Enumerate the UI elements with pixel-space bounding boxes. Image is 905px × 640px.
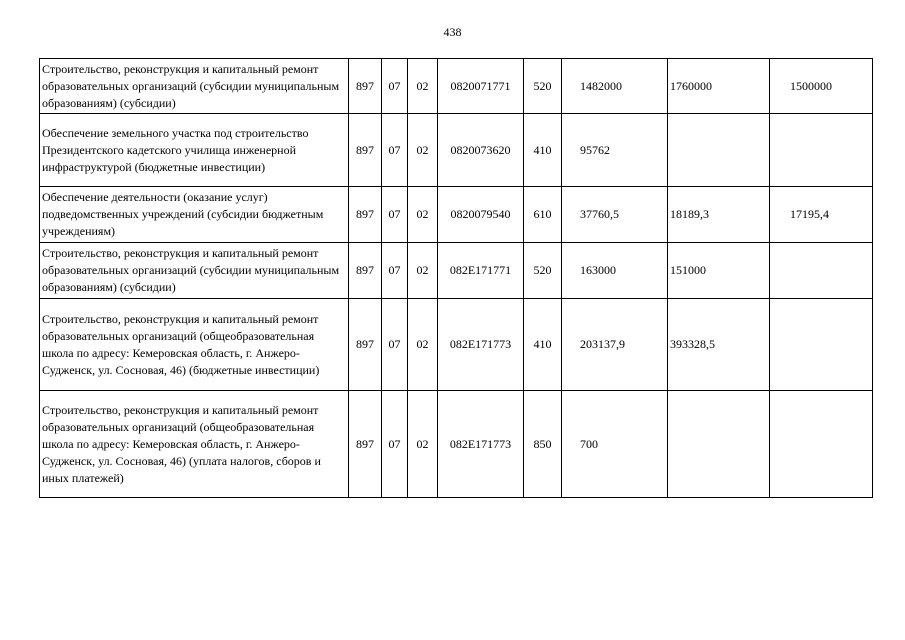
cell-target-article: 0820073620 <box>438 114 524 187</box>
cell-amount-year2: 1760000 <box>668 59 770 114</box>
cell-subsection: 02 <box>408 187 438 243</box>
cell-amount-year3 <box>770 243 873 299</box>
cell-expense-type: 520 <box>524 59 562 114</box>
cell-grbs: 897 <box>349 391 382 498</box>
cell-grbs: 897 <box>349 299 382 391</box>
cell-amount-year1: 203137,9 <box>562 299 668 391</box>
row-description: Строительство, реконструкция и капитальный ремонт образовательных организаций (субсидии муниципальным образованиям) (субсидии) <box>40 243 349 299</box>
cell-section: 07 <box>382 299 408 391</box>
table-row <box>40 187 873 243</box>
cell-subsection: 02 <box>408 299 438 391</box>
cell-amount-year2 <box>668 391 770 498</box>
cell-amount-year1: 1482000 <box>562 59 668 114</box>
cell-subsection: 02 <box>408 114 438 187</box>
cell-section: 07 <box>382 114 408 187</box>
cell-expense-type: 410 <box>524 114 562 187</box>
cell-expense-type: 850 <box>524 391 562 498</box>
cell-expense-type: 520 <box>524 243 562 299</box>
page-number: 438 <box>443 25 462 39</box>
row-description: Обеспечение деятельности (оказание услуг) подведомственных учреждений (субсидии бюджетным учреждениям) <box>40 187 349 243</box>
cell-amount-year1: 700 <box>562 391 668 498</box>
row-description: Строительство, реконструкция и капитальный ремонт образовательных организаций (общеобразовательная школа по адресу: Кемеровская область, г. Анжеро-Судженск, ул. Сосновая, 46) (уплата налогов, сборов и иных платежей) <box>40 391 349 498</box>
cell-amount-year3 <box>770 114 873 187</box>
cell-amount-year3 <box>770 391 873 498</box>
cell-target-article: 0820071771 <box>438 59 524 114</box>
cell-amount-year3 <box>770 299 873 391</box>
cell-amount-year1: 95762 <box>562 114 668 187</box>
cell-subsection: 02 <box>408 59 438 114</box>
cell-section: 07 <box>382 243 408 299</box>
cell-amount-year2: 18189,3 <box>668 187 770 243</box>
cell-target-article: 082E171773 <box>438 391 524 498</box>
budget-table <box>39 58 873 498</box>
cell-amount-year2: 393328,5 <box>668 299 770 391</box>
cell-grbs: 897 <box>349 114 382 187</box>
cell-grbs: 897 <box>349 59 382 114</box>
cell-section: 07 <box>382 391 408 498</box>
cell-expense-type: 410 <box>524 299 562 391</box>
cell-amount-year1: 37760,5 <box>562 187 668 243</box>
cell-grbs: 897 <box>349 187 382 243</box>
cell-amount-year1: 163000 <box>562 243 668 299</box>
cell-amount-year3: 1500000 <box>770 59 873 114</box>
table-row <box>40 299 873 391</box>
cell-amount-year3: 17195,4 <box>770 187 873 243</box>
table-row <box>40 59 873 114</box>
cell-expense-type: 610 <box>524 187 562 243</box>
table-row <box>40 243 873 299</box>
cell-target-article: 082E171771 <box>438 243 524 299</box>
cell-amount-year2 <box>668 114 770 187</box>
row-description: Обеспечение земельного участка под строительство Президентского кадетского училища инженерной инфраструктурой (бюджетные инвестиции) <box>40 114 349 187</box>
cell-section: 07 <box>382 59 408 114</box>
cell-target-article: 082E171773 <box>438 299 524 391</box>
row-description: Строительство, реконструкция и капитальный ремонт образовательных организаций (общеобразовательная школа по адресу: Кемеровская область, г. Анжеро-Судженск, ул. Сосновая, 46) (бюджетные инвестиции) <box>40 299 349 391</box>
cell-target-article: 0820079540 <box>438 187 524 243</box>
cell-amount-year2: 151000 <box>668 243 770 299</box>
cell-subsection: 02 <box>408 391 438 498</box>
row-description: Строительство, реконструкция и капитальный ремонт образовательных организаций (субсидии муниципальным образованиям) (субсидии) <box>40 59 349 114</box>
cell-subsection: 02 <box>408 243 438 299</box>
table-row <box>40 114 873 187</box>
table-row <box>40 391 873 498</box>
cell-grbs: 897 <box>349 243 382 299</box>
cell-section: 07 <box>382 187 408 243</box>
